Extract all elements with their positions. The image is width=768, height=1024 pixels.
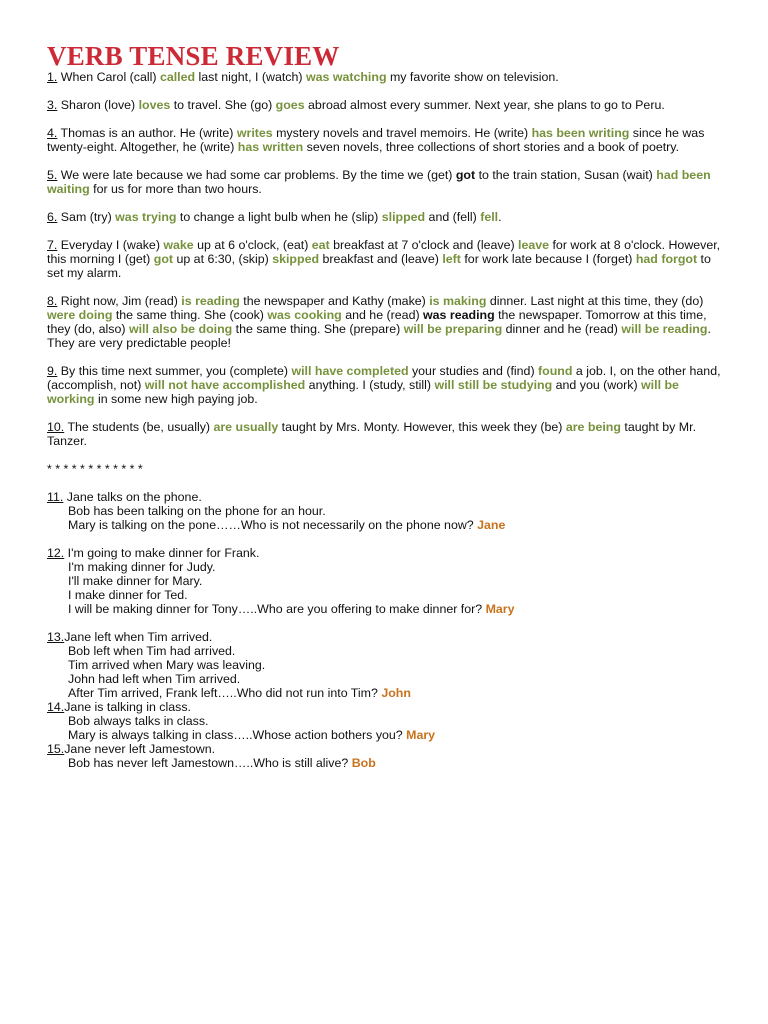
item-number: 6.: [47, 210, 58, 224]
body-text: After Tim arrived, Frank left…..Who did not run into Tim?: [68, 686, 382, 700]
item-number: 7.: [47, 238, 58, 252]
question-line: [47, 518, 728, 532]
body-text: to the train station, Susan (wait): [475, 168, 657, 182]
question-list: [47, 490, 728, 770]
item-number: 15.: [47, 742, 65, 756]
exercise-q3: [47, 98, 728, 112]
answer-text: are usually: [213, 420, 279, 434]
spacer: [47, 154, 728, 168]
body-text: the newspaper and Kathy (make): [239, 294, 430, 308]
answer-text: is making: [429, 294, 487, 308]
item-number: 5.: [47, 168, 58, 182]
body-text: the same thing. She (prepare): [232, 322, 404, 336]
body-text: Thomas is an author. He (write): [57, 126, 237, 140]
body-text: anything. I (study, still): [305, 378, 435, 392]
answer-text: will be working: [47, 378, 679, 406]
body-text: since he was twenty-eight. Altogether, he (write): [47, 126, 705, 154]
spacer: [47, 112, 728, 126]
body-text: .: [498, 210, 502, 224]
item-number: 12.: [47, 546, 65, 560]
body-text: and you (work): [552, 378, 642, 392]
answer-text: Jane: [477, 518, 506, 532]
question-q15: [47, 742, 728, 770]
body-text: a job. I, on the other hand, (accomplish, not): [47, 364, 721, 392]
answer-text: will be reading: [621, 322, 708, 336]
body-text: Right now, Jim (read): [57, 294, 182, 308]
item-number: 8.: [47, 294, 58, 308]
answer-text: had been waiting: [47, 168, 711, 196]
answer-text: will not have accomplished: [144, 378, 306, 392]
spacer: [47, 476, 728, 490]
question-line: [47, 602, 728, 616]
body-text: By this time next summer, you (complete): [57, 364, 292, 378]
body-text: seven novels, three collections of short stories and a book of poetry.: [303, 140, 680, 154]
answer-text: are being: [565, 420, 621, 434]
answer-text: will still be studying: [434, 378, 553, 392]
exercise-q5: [47, 168, 728, 196]
body-text: I'll make dinner for Mary.: [68, 574, 203, 588]
question-line: [47, 686, 728, 700]
body-text: I will be making dinner for Tony…..Who are you offering to make dinner for?: [68, 602, 486, 616]
answer-text: writes: [236, 126, 273, 140]
body-text: breakfast at 7 o'clock and (leave): [329, 238, 519, 252]
exercise-q7: [47, 238, 728, 280]
body-text: dinner. Last night at this time, they (do): [486, 294, 704, 308]
answer-text: left: [442, 252, 461, 266]
answer-text: has been writing: [531, 126, 630, 140]
body-text: I'm going to make dinner for Frank.: [64, 546, 260, 560]
answer-text: had forgot: [635, 252, 698, 266]
question-first-line: [47, 546, 728, 560]
question-line: [47, 574, 728, 588]
spacer: [47, 616, 728, 630]
answer-text: eat: [311, 238, 330, 252]
question-line: [47, 588, 728, 602]
spacer: [47, 406, 728, 420]
exercise-q8: [47, 294, 728, 350]
question-q12: [47, 546, 728, 616]
question-q11: [47, 490, 728, 532]
body-text: Jane never left Jamestown.: [64, 742, 216, 756]
body-text: Bob always talks in class.: [68, 714, 209, 728]
question-line: [47, 672, 728, 686]
answer-text: goes: [275, 98, 305, 112]
answer-text: has written: [237, 140, 304, 154]
body-text: Bob has been talking on the phone for an hour.: [68, 504, 326, 518]
body-text: to set my alarm.: [47, 252, 711, 280]
answer-text: Mary: [485, 602, 515, 616]
item-number: 3.: [47, 98, 58, 112]
answer-text: skipped: [272, 252, 320, 266]
answer-text: is reading: [181, 294, 240, 308]
question-first-line: [47, 490, 728, 504]
body-text: to travel. She (go): [170, 98, 276, 112]
body-text: Bob left when Tim had arrived.: [68, 644, 236, 658]
body-text: breakfast and (leave): [319, 252, 443, 266]
question-q13: [47, 630, 728, 700]
answer-text: John: [381, 686, 411, 700]
answer-text: Mary: [406, 728, 436, 742]
answer-text: Bob: [351, 756, 376, 770]
body-text: I'm making dinner for Judy.: [68, 560, 216, 574]
body-text: Mary is talking on the pone……Who is not necessarily on the phone now?: [68, 518, 478, 532]
body-text: . They are very predictable people!: [47, 322, 711, 350]
question-first-line: [47, 630, 728, 644]
body-text: Jane talks on the phone.: [63, 490, 202, 504]
body-text: up at 6 o'clock, (eat): [193, 238, 312, 252]
exercise-q10: [47, 420, 728, 448]
answer-text: leave: [518, 238, 550, 252]
body-text: for us for more than two hours.: [89, 182, 262, 196]
exercise-q6: [47, 210, 728, 224]
body-text: last night, I (watch): [195, 70, 306, 84]
body-text: I make dinner for Ted.: [68, 588, 188, 602]
spacer: [47, 196, 728, 210]
item-number: 14.: [47, 700, 65, 714]
spacer: [47, 84, 728, 98]
question-line: [47, 504, 728, 518]
separator: * * * * * * * * * * * *: [47, 462, 143, 476]
body-text: your studies and (find): [408, 364, 539, 378]
spacer: [47, 224, 728, 238]
spacer: [47, 280, 728, 294]
body-text: for work late because I (forget): [460, 252, 636, 266]
answer-text: will have completed: [291, 364, 409, 378]
answer-text: were doing: [47, 308, 113, 322]
body-text: Tim arrived when Mary was leaving.: [68, 658, 266, 672]
answer-text: loves: [138, 98, 171, 112]
item-number: 1.: [47, 70, 58, 84]
question-first-line: [47, 742, 728, 756]
body-text: the same thing. She (cook): [112, 308, 268, 322]
answer-text: was watching: [305, 70, 387, 84]
bold-text: got: [455, 168, 476, 182]
body-text: up at 6:30, (skip): [173, 252, 273, 266]
body-text: When Carol (call): [57, 70, 160, 84]
body-text: Bob has never left Jamestown…..Who is still alive?: [68, 756, 352, 770]
body-text: for work at 8 o'clock. However, this morning I (get): [47, 238, 721, 266]
body-text: my favorite show on television.: [386, 70, 559, 84]
item-number: 11.: [47, 490, 64, 504]
body-text: We were late because we had some car problems. By the time we (get): [57, 168, 456, 182]
body-text: and (fell): [425, 210, 481, 224]
question-line: [47, 560, 728, 574]
body-text: mystery novels and travel memoirs. He (write): [272, 126, 532, 140]
spacer: [47, 448, 728, 462]
answer-text: was trying: [115, 210, 177, 224]
body-text: Everyday I (wake): [57, 238, 164, 252]
answer-text: fell: [480, 210, 499, 224]
item-number: 4.: [47, 126, 58, 140]
body-text: John had left when Tim arrived.: [68, 672, 241, 686]
answer-text: was cooking: [267, 308, 342, 322]
item-number: 9.: [47, 364, 58, 378]
item-number: 13.: [47, 630, 65, 644]
spacer: [47, 532, 728, 546]
body-text: dinner and he (read): [502, 322, 622, 336]
question-line: [47, 644, 728, 658]
body-text: Mary is always talking in class…..Whose action bothers you?: [68, 728, 407, 742]
exercise-q4: [47, 126, 728, 154]
answer-text: got: [153, 252, 174, 266]
body-text: the newspaper. Tomorrow at this time, they (do, also): [47, 308, 707, 336]
bold-text: was reading: [423, 308, 495, 322]
body-text: and he (read): [341, 308, 424, 322]
body-text: The students (be, usually): [64, 420, 214, 434]
item-number: 10.: [47, 420, 65, 434]
question-line: [47, 714, 728, 728]
question-line: [47, 756, 728, 770]
answer-text: will be preparing: [403, 322, 503, 336]
body-text: in some new high paying job.: [94, 392, 258, 406]
body-text: taught by Mr. Tanzer.: [47, 420, 697, 448]
body-text: Sam (try): [57, 210, 116, 224]
exercise-q9: [47, 364, 728, 406]
body-text: to change a light bulb when he (slip): [176, 210, 382, 224]
body-text: Sharon (love): [57, 98, 139, 112]
page-title: VERB TENSE REVIEW: [47, 41, 340, 71]
body-text: taught by Mrs. Monty. However, this week they (be): [278, 420, 566, 434]
exercise-q1: [47, 70, 728, 84]
exercise-paragraphs: [47, 70, 728, 462]
question-q14: [47, 700, 728, 742]
body-text: abroad almost every summer. Next year, she plans to go to Peru.: [304, 98, 665, 112]
question-line: [47, 728, 728, 742]
answer-text: wake: [163, 238, 194, 252]
body-text: Jane left when Tim arrived.: [64, 630, 213, 644]
question-line: [47, 658, 728, 672]
answer-text: found: [538, 364, 573, 378]
question-first-line: [47, 700, 728, 714]
spacer: [47, 350, 728, 364]
answer-text: slipped: [381, 210, 426, 224]
answer-text: will also be doing: [128, 322, 233, 336]
body-text: Jane is talking in class.: [64, 700, 191, 714]
answer-text: called: [159, 70, 196, 84]
